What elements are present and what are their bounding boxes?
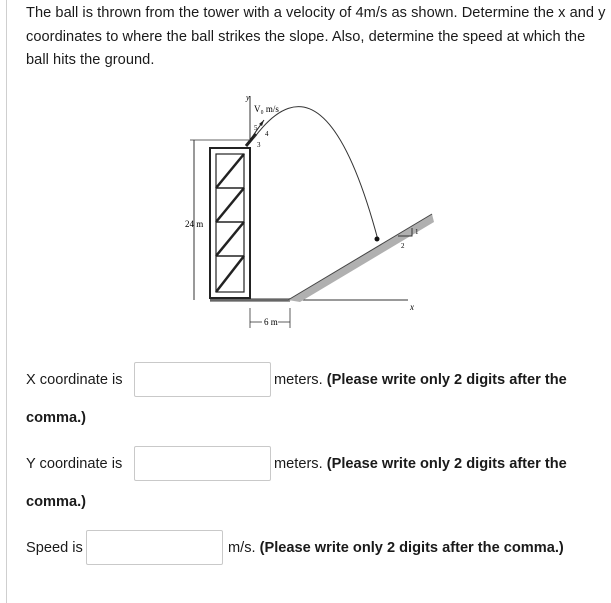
y-coordinate-unit — [274, 446, 567, 483]
slope-hatch — [288, 214, 434, 302]
y-unit-plain: meters. — [274, 456, 327, 472]
x-coordinate-label: X coordinate is — [26, 372, 123, 388]
impact-point — [375, 237, 380, 242]
speed-input[interactable] — [86, 530, 223, 565]
y-coordinate-label: Y coordinate is — [26, 456, 123, 472]
tower — [210, 148, 250, 298]
diagram-svg — [170, 92, 440, 332]
velocity-label: V₀ m/s — [254, 104, 279, 114]
speed-unit-plain: m/s. — [228, 540, 260, 556]
speed-unit-note: (Please write only 2 digits after the comma.) — [259, 540, 564, 556]
y-coordinate-continuation: comma.) — [26, 494, 87, 510]
x-unit-note: (Please write only 2 digits after the — [326, 372, 567, 388]
ratio-4-label: 4 — [265, 130, 269, 138]
question-text: The ball is thrown from the tower with a velocity of 4m/s as shown. Determine the x and y coordinates to where the ball strikes the slope. Also, determine the speed at which the ball hits the ground. — [26, 5, 606, 68]
velocity-arrowhead — [259, 120, 264, 126]
ratio-5-label: 5 — [254, 124, 258, 132]
y-coordinate-row — [26, 446, 606, 483]
x-axis-label: x — [410, 302, 414, 312]
x-coordinate-row — [26, 362, 606, 399]
trajectory-curve — [254, 107, 378, 240]
x-coordinate-unit — [274, 362, 567, 399]
horizontal-label: 6 m — [264, 317, 278, 327]
speed-row — [26, 530, 606, 567]
slope-1-label: 1 — [415, 228, 419, 236]
y-coordinate-input[interactable] — [134, 446, 271, 481]
x-unit-plain: meters. — [274, 372, 327, 388]
height-label: 24 m — [185, 219, 204, 229]
x-coordinate-input[interactable] — [134, 362, 271, 397]
speed-unit — [228, 530, 564, 567]
ratio-3-label: 3 — [257, 141, 261, 149]
x-coordinate-continuation: comma.) — [26, 410, 87, 426]
slope-2-label: 2 — [401, 242, 405, 250]
projectile-diagram — [170, 92, 440, 332]
speed-label: Speed is — [26, 540, 83, 556]
y-unit-note: (Please write only 2 digits after the — [326, 456, 567, 472]
slope-line — [288, 214, 432, 300]
y-axis-label: y — [246, 93, 250, 102]
